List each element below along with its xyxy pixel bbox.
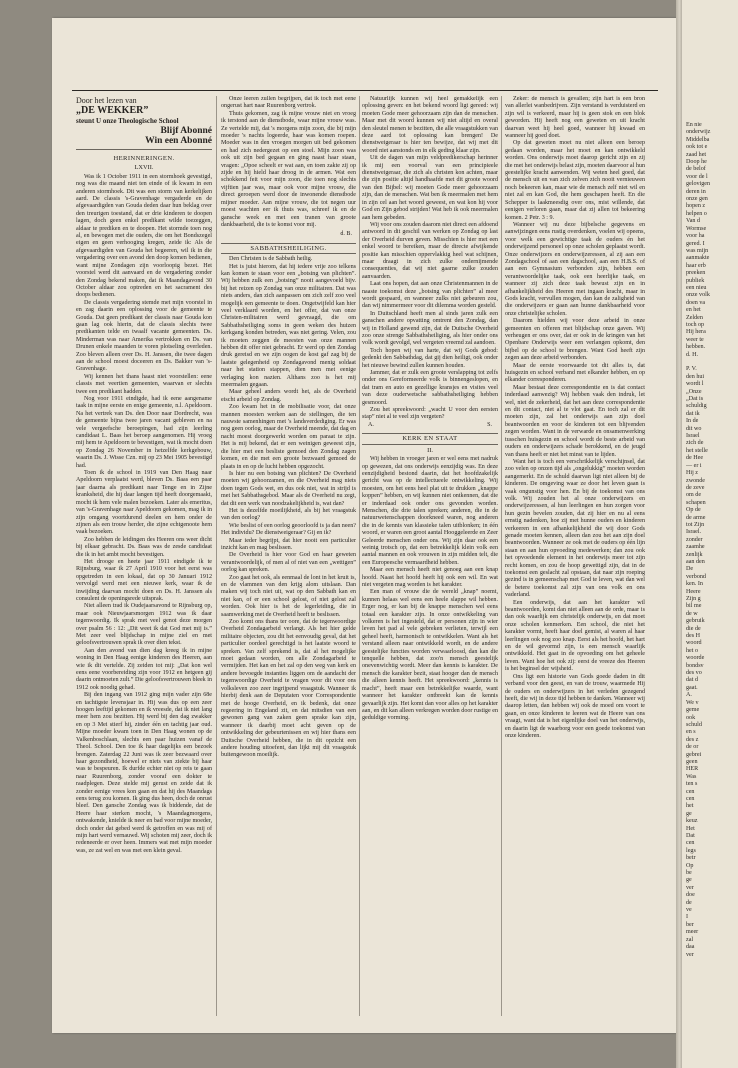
fragment-line: haar erb (686, 262, 706, 269)
fragment-line: de zeve (686, 484, 705, 491)
fragment-line: onze gen (686, 196, 708, 203)
fragment-line: Het (686, 825, 695, 832)
fragment-line: het o (686, 647, 699, 654)
column-rule (501, 96, 502, 1016)
fragment-line: de or (686, 744, 699, 751)
fragment-line: zaamhe (686, 544, 705, 551)
fragment-line: aanmakte (686, 255, 710, 262)
paragraph: Wij voor ons zouden daarom niet direct een afdoend antwoord in dit geschil van werken op Zondag op last der Overheid durven geven. Misschien is hier met een enkel woord te bereiken, maar de directe afwijkende positie kan misschien oppervlakkig heel wat schijnen, maar draagt in zich zulke ondernijmende consequenties, dat wij niet gaarne zulke zouden aanvaarden. (362, 221, 498, 280)
fragment-line: weer te (686, 336, 704, 343)
paragraph: Een onderwijs, dat aan het karakter wil beantwoorden, komt dan niet alleen aan de orde, maar is dan ook waarlijk een christelijk onderwijs, en dat moet onze scholen kenmerken. Een school, die niet het karakter vormt, heeft haar doel gemist, al waren al haar leerlingen ook nog zoo knap. Eerst als het hoofd, het hart en de wil gevormd zijn, is een mensch waarlijk ontwikkeld. Het gaat in de opvoeding om het geheele leven. Want hoe het ook zij: eerst de vreeze des Heeren is het beginsel der wijsheid. (505, 599, 645, 673)
fragment-line: ge (686, 810, 692, 817)
fragment-line: zich de (686, 440, 704, 447)
fragment-line: En nie (686, 122, 702, 128)
fragment-line: om de (686, 492, 702, 499)
fragment-line: de belof (686, 166, 706, 173)
fragment-line: cen (686, 788, 695, 795)
paragraph: Wij hebben in vroeger jaren er wel eens met nadruk op gewezen, dat ons onderwijs eenzijdig was. En deze eenzijdigheid bestond daarin, dat het hoofdzakelijk gericht was op de intellectueele ontwikkeling. Wij moesten, om het eens heel plat uit te drukken „knappe koppen” hebben, en wij kunnen niet ontkennen, dat die er inderdaad ook onder ons gevonden worden. Menschen, die drie talen spreken; anderen, die in de natuurwetenschappen doorkneed waren, nog anderen die in de kennis van klassieke talen uitblonken; in één woord, er waren een groot aantal Hooggeleerde en Zeer Geleerde menschen onder ons. Wij zijn daar ook een weinig trotsch op, dat een betrekkelijk klein volk een aantal mannen en ook vrouwen in zijn midden telt, die een Europeesche vermaardheid hebben. (362, 456, 498, 566)
fragment-line: legs (686, 847, 696, 854)
article-signature: S. (487, 421, 492, 428)
fragment-line: ook tot e (686, 144, 708, 151)
fragment-line: onderwijz (686, 129, 711, 136)
header-rule (72, 90, 658, 91)
fragment-line: Hij hera (686, 329, 706, 336)
fragment-line: ver (686, 951, 694, 958)
paragraph: Het is dezelfde moeilijkheid, als bij het vraagstuk van den oorlog? (221, 507, 356, 522)
next-page-text-fragment (686, 122, 736, 959)
article-signature: d. B. (340, 231, 352, 238)
fragment-line: hopen z (686, 203, 706, 210)
paragraph: De Overheid is hier voor God en haar geweten verantwoordelijk, of men al of niet van een „wettigen” oorlog kan spreken. (221, 552, 356, 574)
subscription-promo (76, 96, 212, 146)
fragment-line: gebruik (686, 618, 705, 625)
fragment-line: helpen o (686, 210, 707, 217)
fragment-line (686, 359, 736, 366)
fragment-line: woorde (686, 655, 705, 662)
fragment-line: Israel (686, 433, 700, 440)
fragment-line: Hij z (686, 470, 699, 477)
fragment-line: geen (686, 758, 698, 765)
fragment-line: ge (686, 877, 692, 884)
fragment-line: Op (686, 862, 694, 869)
paragraph: Maar de eerste voorwaarde tot dit alles is, dat huisgezin en school verband met elkander hebben, en op elkander corresponderen. (505, 362, 645, 384)
fragment-line: be (686, 870, 692, 877)
column-4 (505, 96, 645, 1026)
fragment-line: keuz (686, 818, 698, 825)
fragment-line: betr (686, 855, 696, 862)
fragment-line: — er i (686, 462, 702, 469)
fragment-line: Israel. (686, 529, 702, 536)
fragment-line: die de (686, 625, 701, 632)
paragraph: Laat ons hopen, dat aan onze Christenmannen in de naaste toekomst deze „botsing van plichten” al meer wordt gespaard, en wanneer zulks niet gebeuren zou, dan wij nimmermeer voor dit dilemma worden gesteld. (362, 281, 498, 310)
promo-cta: Win een Abonné (145, 136, 212, 146)
fragment-line: en het (686, 307, 701, 314)
paragraph: In Duitschland heeft men al sinds jaren zulk een ganschen andere opvatting omtrent den Zondag, dan wij in Holland gewend zijn, dat de Duitsche Overheid zoo onze strenge Sabbathsheiliging, als hier onder ons volk wordt gevolgd, wel vergeten vreemd zal aandoen. (362, 310, 498, 347)
fragment-line: voor de l (686, 173, 708, 180)
paragraph: De classis vergadering stemde met mijn voorstel in en zag daarin een oplossing voor de gemeente te Gouda. Dat geen predikant der classis naar Gouda kon gaan lag ook hierin, dat de classis slechts twee predikanten telde en twaalf vacante gemeenten. Ds. Minderman was naar Amerika vertrokken en Ds. van Drunen enkele maanden te voren plotseling overleden. Zoo bleven alleen over Ds. H. Janssen, die twee dagen aan de school moest doceeren en Ds. Bakker van 's-Gravenhage. (76, 299, 212, 373)
section-rule (76, 149, 212, 150)
paragraph: Het is juist hierom, dat hij iedere vrije zoo telkens kan komen te staan voor een „botsing van plichten”. Wij hebben zulk een „botsing” nooit aangevoeld bijv. bij het reizen op Zondag van onze militairen. Dat was niets anders, dan zich aanpassen om zich zelf zoo veel mogelijk een gemeente te doen. Ongetwijfeld kan hier veel verklaard worden, en het offer, dat van onze Christen-militairen werd gevraagd, die om Sabbathsheiliging soms in geen weken des huizen kerkgang konden betreden, was niet gering. Velen, zou ik moeten zeggen de meesten van onze mannen hebben dit offer niet gebracht. Er werd op den Zondag druk gereisd en we zijn oogen de kost gaf zag bij de laatste gelegenheid op Zondagavond menig soldaat naar het station stappen, dien men met eenige verlaging kon nazien. Althans zoo is het mij meermalen gegaan. (221, 263, 356, 389)
paragraph: Zeker: de mensch is gevallen; zijn hart is een bron van allerlei wanbedrijven. Zijn verstand is verduisterd en zijn wil is verkeerd, maar hij is geen stok en een blok geworden. Hij heeft nog een geweten en uit kracht daarvan weet hij heel goed, wanneer hij kwaad en wanneer hij goed doet. (505, 96, 645, 140)
fragment-line: ve (686, 907, 692, 914)
fragment-line: den hui (686, 373, 705, 380)
fragment-line: Doop he (686, 159, 707, 166)
fragment-line: HER (686, 766, 699, 773)
paragraph: Een man of vrouw die de wereld „knap” noemt, kunnen helaas wel eens een heele slappe wil hebben. Erger nog, er kan bij de knappe menschen wel eens totaal een karakter zijn. In onze ontwikkeling van volkeren is het ingesteld, dat er personen zijn in wier leven het pad al vele gebreken verlieten, terwijl een geheel heeft, harmonisch te ontwikkelen. Want als het verstand alleen naar ontwikkeld wordt, en de andere geestelijke functies worden verwaarloosd, dan kan die tenquelle hebben, dat zoo'n mensch geestelijk onevenwichtig wordt. Meer dan kennis is karakter. De mensch die karakter bezit, staat hooger dan de mensch die alleen kennis heeft. Het spreekwoord: „kennis is macht”, heeft maar een betrekkelijke waarde, want wanneer het karakter ontbreekt kan de kennis gevaarlijk zijn. Het komt dan voor alles op het karakter aan, en dit kan alleen verkregen worden door rustige en geduldige vorming. (362, 589, 498, 722)
fragment-line: dat d (686, 677, 699, 684)
fragment-line: hebben. (686, 344, 706, 351)
fragment-line: Op de (686, 507, 701, 514)
paragraph: Zou het spreekwoord: „wacht U voor den eersten stap” niet al te veel zijn vergeten? (362, 407, 498, 421)
article-signature-row (362, 422, 498, 429)
paragraph: Zoo kwam het in de mobilisatie voor, dat onze mannen moesten werken aan de stellingen, die ten nauwste samenhingen met 's landsverdediging. Er was nog geen oorlog, maar de Overheid meende, dat dag en nacht moest doorgewerkt worden om paraat te zijn. Het is mij bekend, dat er een weinigen geweest zijn, die hier met een besliste gemoed den Zondag zagen komen, en die met een groote bezwaard gemoed de plaats in en op de lucht hebben opgezocht. (221, 404, 356, 470)
fragment-line: Zelden (686, 314, 703, 321)
fragment-line: We v (686, 699, 699, 706)
column-rule (216, 96, 217, 1016)
paragraph: Op dat geweten moet nu niet alleen een beroep gedaan worden, maar het moet en kan ontwikkeld worden. Ons onderwijs moet daarop gericht zijn en zij die met het onderwijs belast zijn, moeten daarvoor al hun geestelijke kracht aanwenden. Wij weten heel goed, dat de mensch uit en van zich zelven zich nooit vernieuwen noch bekeeren kan, maar wie de mensch zelf niet wil en niet zal en kan God, die hem geschapen heeft. En die Schepper is laakmeesdig over ons, mist willende, dat eenigen verloren gaan, maar dat zij allen tot bekeering komen. 2 Petr. 3 : 9. (505, 140, 645, 221)
fragment-line: de w (686, 610, 698, 617)
fragment-line: bil me (686, 603, 702, 610)
fragment-line: gebrei (686, 751, 702, 758)
fragment-line: zonder (686, 536, 703, 543)
fragment-line: de Hee (686, 455, 704, 462)
paragraph: Toch hopen wij van harte, dat wij Gods gebod: gedenkt den Sabbathdag, dat gij dien heiligt, ook onder het nieuwe bewind zullen kunnen houden. (362, 347, 498, 369)
fragment-line: Zijn g (686, 596, 701, 602)
fragment-line: „Dat is (686, 396, 704, 403)
column-3 (362, 96, 498, 1026)
paragraph: Wanneer wij nu deze bijbelsche gegevens en aanwijzingen eens rustig overdenken, voelen wij opeens, voor welk een gewichtige taak de ouders én het onderwijzend personeel op onze scholen geplaatst wordt. Onze onderwijzers en onderwijzeressen, al zij aan een Zondagschool of aan een dagschool, aan een H.B.S. of aan een Gymnasium verbonden zijn, hebben een verantwoordelijke taak, ook een heerlijke taak, en wanneer zij zich deze taak bewust zijn en in afhankelijkheid des Heeren met ingaan kracht, maar in Gods kracht, vervullen mogen, dan kan de zaligheid van die onderwijzers er gaan aan hunne dankbaarheid voor onze christelijke scholen. (505, 221, 645, 317)
fragment-line: ver (686, 884, 694, 891)
paragraph: Zoo gaat het ook, als eenmaal de lont in het kruit is, en de vlammen van den krijg alom uitslaan. Dan maken wij toch niet uit, wat op den Sabbath kan en niet kan, of er een school gelost, of niet gelost zal worden. Ook hier is het de legerleiding, die in saamwerking met de Overheid heeft te beslissen. (221, 574, 356, 618)
section-title: KERK EN STAAT (362, 433, 498, 444)
fragment-line: aan den (686, 558, 705, 565)
fragment-line: geme (686, 707, 700, 714)
fragment-line: dit wo (686, 425, 702, 432)
fragment-line: het stelle (686, 447, 708, 454)
paragraph: Daarom hielden wij voor deze arbeid in onze gemeenten en offeren met blijdschap onze gaven. Wij verheugen er ons over, dat er ook in de kringen van het Openbare Onderwijs weer een verlangen opkomt, den bijbel op de school te brengen. Want God heeft zijn zegen aan deze arbeid verbonden. (505, 318, 645, 362)
paragraph: Ons ligt een historie van Gods goede daden in dit verband voor den geest, en van de trouw, waarmede Hij de ouders en onderwijzers in het verleden gezegend heeft, die wij in deze tijd hebben te danken. Wanneer wij daarop letten, dan hebben wij ook de moed om voort te gaan, en onze kinderen te leeren wat de Heere van ons vraagt, want dat is het eigenlijke doel van het onderwijs, en daarin ligt de waarborg voor een goede toekomst van onze kinderen. (505, 673, 645, 739)
fragment-line: des vo (686, 670, 702, 677)
paragraph: Was ik 1 October 1911 in een stormhoek gevestigd, nog was die maand niet ten einde of ik kwam in een anderen stormhoek. Dit was een storm van kerkelijken aard. De classis 's-Gravenhage vergaderde en de afgevaardigden van Gouda deden daar hun beklag over den treurigen toestand, dat er drie kinderen te doopen lagen, doch geen enkel predikant wilde toezeggen, aldaar te prediken en te doopen. Het stormde toen nog al, en bewogen met die ouders, die om het Bondszegel eigen en geen verhooging kregen, zeide ik: Als de afgevaardigden van Gouda het begeeren, wil ik in die vergadering over een avond den doop komen bedienen, want mijne Zondagen zijn voorloopig bezet. Het voorstel werd dit aanvaard en de vergadering zonder den Zondag bekend maken, dat ik Maandagavond 30 October aldaar zou optreden en het sacrament des doops bedienen. (76, 173, 212, 299)
fragment-line: zaad het (686, 151, 707, 158)
paragraph: Maar een mensch heeft niet genoeg aan een knap hoofd. Naast het hoofd heeft hij ook een wil. En wat niet vergeten mag worden is het karakter. (362, 567, 498, 588)
fragment-line: A. (686, 692, 692, 699)
fragment-line: een nieu (686, 284, 707, 291)
fragment-line: zenlijk (686, 551, 703, 558)
paragraph: Maar ieder begrijpt, dat hier nooit een particulier inzicht kan en mag beslissen. (221, 537, 356, 551)
fragment-line: preeken (686, 270, 706, 277)
fragment-line: bondsv (686, 662, 704, 669)
promo-line: Door het lezen van (76, 96, 137, 105)
article-signature: A. (368, 421, 374, 428)
paragraph: Zoo komt ons thans ter oore, dat de tegenwoordige Overheid Zondagarbeid verlangt. Als het hier gelde militaire objecten, zou dit het eenvoudig geval, dat het particulier oordeel gerechtigd is het laatste woord te spreken. Van zelf sprekend is, dat al het mogelijke moet gedaan worden, om alle Zondagarbeid te vermijden. Het kan en het zal op den weg van kerk en andere bevoegde instanties liggen om de aandacht der tegenwoordige Overheid te vragen voor dit voor ons volksleven zoo zeer ingrijpend vraagstuk. Wanneer ik hierbij denk aan de Deputaten voor Correspondentie met de hooge Overheid, en ik bedenk, dat onze regeering in Engeland zit, en dat mitsdien van een gewonen gang van zaken geen sprake kan zijn, wanneer ik daarbij moet acht geven op de ontwikkeling der gebeurtenissen en wij hier thans een Duitsche Overheid hebben, die in dit opzicht een andere houding uitoefent, dan lijkt mij dit vraagstuk buitengewoon moeilijk. (221, 619, 356, 759)
fragment-line: P. V. (686, 366, 697, 373)
fragment-line: Middelba (686, 136, 710, 143)
fragment-line: schuldig (686, 403, 707, 410)
column-rule (359, 96, 360, 1016)
section-title: SABBATHSHEILIGING. (221, 243, 356, 254)
fragment-line: cen (686, 795, 695, 802)
fragment-line: het (686, 803, 694, 810)
fragment-line: des z (686, 736, 699, 743)
paragraph: Nog voor 1911 eindigde, had ik eene aangename taak in mijne eerste en enige gemeente, n.l. Apeldoorn. Na het vertrek van Ds. den Door naar Dordrecht, was de gemeente bijna twee jaren vacant gebleven en na vele vergeefsche beroepingen, had zijn leerling candidaat L. Baas het beroep aangenomen. Hij vroeg mij hem te Apeldoorn te bevestigen, wat ik mocht doen op Zondag 26 November in hetzelfde kerkgebouw, waarin Ds. J. Wisse Czn. mij op 23 Mei 1905 bevestigd had. (76, 396, 212, 469)
paragraph: Zoo hebben de leidingen des Heeren ons weer dicht bij elkaar gebracht. Ds. Baas was de zesde candidaat die ik in het ambt mocht bevestigen. (76, 536, 212, 558)
fragment-line: doen va (686, 299, 706, 306)
fragment-line: wordt l (686, 381, 704, 388)
fragment-line: onze volk (686, 292, 710, 299)
paragraph: Wie beslist of een oorlog geoorloofd is ja dan neen? Het individu? De dienstweigeraar? Gij en ik? (221, 522, 356, 537)
fragment-line: gelovigen (686, 181, 711, 188)
fragment-line: Wormse (686, 225, 707, 232)
fragment-line: „Onze (686, 388, 702, 395)
fragment-line: ook (686, 714, 696, 721)
paragraph: Het drooge en heete jaar 1911 eindigde ik te Rijnsburg, waar ik 27 April 1910 voor het eerst was opgetreden in een lokaal, dat op 30 Januari 1912 vervolgd werd met een nieuwe kerk, waar ik de inwijding daarvan mocht doen en Ds. H. Janssen als consulent de openingsrede uitsprak. (76, 558, 212, 602)
fragment-line: zwonde (686, 477, 705, 484)
paragraph: Den Christen is de Sabbath heilig. (229, 256, 313, 263)
fragment-line: tot Zijn (686, 521, 705, 528)
paragraph: Maar bestaat deze correspondentie en is dat contact inderdaad aanwezig? Wij hebben vaak den indruk, let wel, niet de zekerheid, dat het aan deze correspondentie en dit contact, niet al te vlot gaat. En toch zal er dit moeten zijn, zal het onderwijs aan zijn doel beantwoorden en voor de kinderen tot een blijvenden zegen worden. Want in de verwarde en onsamenwerking tusschen huisgezin en school wordt de beste arbeid van ouders en onderwijzers schade berokkend, en de jeugd van thans heeft er niet het minst van te lijden. (505, 384, 645, 458)
fragment-line: en s (686, 729, 696, 736)
fragment-line: deren in (686, 188, 706, 195)
fragment-line: gaat. (686, 684, 698, 691)
paragraph: Toen ik de school in 1919 van Den Haag naar Apeldoorn verplaatst werd, bleven Ds. Baas een paar jaar daarna als predikant naar Tenge en in Zijne kranksheid, die hij daar langen tijd heeft doorgemaakt, mocht ik hem vele malen bezoeken. Later als emeritus, van 's-Gravenhage naar Apeldoorn gekomen, mag ik in zijn omgang voortdurend deelen en hem onder de zijnen als een trouw herder, die zijne echtgenoote hem vaak bezoeken. (76, 470, 212, 536)
fragment-line: des H (686, 633, 701, 640)
paragraph: Natuurlijk kunnen wij heel gemakkelijk een oplossing geven: en het bekend woord ligt gereed: wij moeten Gode meer gehoorzaam zijn dan de menschen. Maar met dit woord kunnen wij niet altijd en overal den sleutel menen te bezitten, die alle vraagstukken van deze aard tot oplossing kan brengen! De dienstweigeraar is hier ten bewijze, dat wij met dit woord niet aanstonds en in elk geding klaar zijn. (362, 96, 498, 154)
paragraph: Want het is toch een verschrikkelijk verschijnsel, dat zoo velen op onzen tijd als „ongelukkig” moeten worden aangemerkt. En de schuld daarvan ligt niet alleen bij de kinderen. De omgeving waar ze door het leven gaan is vaak ongunstig voor hen. En bij de toekomst van ons volk. Wij zouden het al onze onderwijzers en onderwijzeressen, al hun leerlingen en hun zorgen voor hun gezin bevelen zouden, dat zij hier en nu al eens ernstig nadenken, hoe zij met hunne ouders en kinderen verkeeren in een afhankelijkheid die wij door Gods genade moeten kennen, alleen dan zou het aan zijn doel beantwoorden. Wanneer ze ook met de ouders op één lijn staan en aan hun opvoeding medewerken; dan zou ook het opvoedende element in het onderwijs meer tot zijn recht komen, en zou de hoop gewettigd zijn, dat in de toekomst een geslacht zal opstaan, dat naar zijn roeping gezind is in gemeenschap met God te leven, wat dan wel de betere toekomst zal zijn van ons volk en ons vaderland. (505, 458, 645, 599)
fragment-line: zal (686, 936, 694, 943)
section-number: LXVII. (134, 164, 154, 172)
paragraph: Is hier nu een botsing van plichten? De Overheid moeten wij gehoorzamen, en die Overheid mag niets doen tegen Gods wet, en dus ook niet, wat in strijd is met het Sabbathsgebod. Maar als de Overheid nu zegt, dat dit een werk van noodzakelijkheid is, wat dan? (221, 470, 356, 507)
fragment-line: was mijn (686, 247, 709, 254)
fragment-line: cen (686, 840, 695, 847)
promo-paper-name: „DE WEKKER” (76, 105, 149, 116)
fragment-line: De (686, 566, 694, 573)
fragment-line: I (686, 914, 689, 921)
fragment-line: doe (686, 892, 695, 899)
fragment-line: voor ha (686, 233, 705, 240)
fragment-line: d. H. (686, 351, 699, 358)
paragraph: Wij kennen het thans haast niet voorstellen: eene classis met veertien gemeenten, waarvan er slechts twee een predikant hadden. (76, 373, 212, 395)
fragment-line: de (686, 899, 692, 906)
fragment-line: publiek (686, 277, 705, 284)
paragraph: Bij den ingang van 1912 ging mijn vader zijn 68e en tachtigste levensjaar in. Hij was dus op een zeer hoogen leeftijd gekomen en ik vreesde, dat ik niet lang meer hem zou bezitten. Hij werd bij den dag zwakker en op 3 Mei stierf hij, zinder één en tachtig jaar oud. Mijne moeder kwam toen in Den Haag wonen op de Valkenboschlaan, slechts een paar huizen vanaf de Theol. School. Den toe ik haar dagelijks een bezoek brengen. Zaterdag 22 Juni was ik zeer bezwaard over haar gezondheid, hoewel er niets van ziekte bij haar was te bespeuren. Ik durfde echter niet op reis te gaan naar Ruurenborg, zonder vooraf een dokter te raadplegen. Deze stelde mij gerust en zeide dat ik zonder eenige vrees kon gaan en dat hij des Maandags eens terug zou komen. Ik ging dus heen, doch de onrust bleef. Den gansche Zondag was ik biddende, dat de Heere haar sterken mocht, 's Maandagmorgens, ontwakende, knielde ik neer en bad voor mijne moeder, doch onder dat gebed werd ik getroffen en was mij of mijn hart werd vernauwd. Wij schoten mij zeer, doch ik redeneerde er over heen. Immers wat met mijn moeder was, ze zat wel en was met een klein geval. (76, 692, 212, 854)
fragment-line: Heere (686, 588, 701, 595)
paragraph: Niet alleen trad ik Oudejaarsavond te Rijnsburg op, maar ook Nieuwjaarsmorgen 1912 was ik daar tegenwoordig. Ik sprak met veel genot deze morgen over psalm 56 : 12: „Dit weet ik dat God met mij is.” Met zeer veel blijdschap in mijne ziel en met geloofsvertrouwen sprak ik over dien tekst. (76, 603, 212, 647)
column-1 (76, 96, 212, 1026)
section-number: II. (427, 446, 433, 454)
fragment-line: ken. In (686, 581, 703, 588)
fragment-line: Was (686, 773, 697, 780)
fragment-line: schuld (686, 721, 702, 728)
fragment-line: verbond (686, 573, 706, 580)
fragment-line: Dat (686, 833, 695, 839)
fragment-line: meer (686, 929, 699, 936)
fragment-line: dat ik (686, 410, 700, 417)
promo-cta: Blijf Abonné (160, 126, 212, 136)
paragraph: Aan den avond van dien dag kreeg ik in mijne woning in Den Haag eenige kinderen des Heeren, aan wie ik dit vertelde. Zij zeiden tot mij: „Dat kon wel eens eene voorbereiding zijn voor 1912 en hetgeen gij daarin ontmoeten zult.” Die geloofsvertrouwen bleek in 1912 ook noodig gehad. (76, 647, 212, 691)
fragment-line: ten s (686, 781, 698, 788)
fragment-line: In de (686, 418, 699, 425)
fragment-line: gered. I (686, 240, 705, 247)
fragment-line: de arme (686, 514, 706, 521)
paragraph: Jammer, dat er zulk een groote verslapping tot zelfs onder ons Gereformeerde volk is binnengeslopen, en dat tram en auto en gezellige kransjes en visites veel van deze ouderwetsche sabbathsheiliging hebben gesmoord. (362, 370, 498, 406)
section-title: HERINNERINGEN. (113, 155, 175, 162)
paragraph: Maar geheel anders wordt het, als de Overheid eischt arbeid op Zondag. (221, 389, 356, 403)
column-2 (221, 96, 356, 1026)
paragraph: Onze leeren zullen begrijpen, dat ik toch met eene ongerust hart naar Ruurenborg vertrok. (221, 96, 356, 110)
fragment-line: woord (686, 640, 702, 647)
paragraph: Thuis gekomen, zag ik mijne vrouw niet en vroeg ik terstond aan de dienstbode, waar mijne vrouw was. Ze vertelde mij, dat 's morgens mijn zoon, die bij mijn moeder 's nachts logeerde, haar was komen roepen. Moeder was in den vroegen morgen uit bed gekomen en had zich nedergezet op een stoel. Mijn zoon was ook uit zijn bed gegaan en ging naast haar staan, vragen: „Opoe scheelt er wat aan, en toen zakte zij op zijde en hij hield haar droog in de armen. Wat een schokkend feit voor mijn zoon, die toen nog slechts vijftien jaar was, maar ook voor mijne vrouw, die direct geroepen werd door de inwonende dienstbode mijner moeder. Aan mijne vrouw, die tot negen uur moest wachten eer ik thuis was, schreef ik en de gansche week en met een tranen van groote dankbaarheid, die is te komst voor mij. (221, 110, 356, 228)
fragment-line: ber (686, 921, 694, 928)
promo-line: steunt U onze Theologische School (76, 117, 179, 125)
fragment-line: daa (686, 944, 695, 951)
fragment-line: schapen (686, 499, 706, 506)
fragment-line: toch op (686, 321, 705, 328)
paragraph: Uit de dagen van mijn veldpredikerschap herinner ik mij een voorval van een principieele dienstweigeraar, die zich als christen kon achten, maar die zijn positie altijd handhaafde met dit groote woord van den Bijbel: wij moeten Gode meer gehoorzaam zijn, dan de menschen. Wat ben ik meermalen met hem in zijn cel aan het woord geweest, en wat kon hij voor God en Zijn gebod strijden! Wat heb ik ook meermalen aan hem gebeden. (362, 155, 498, 221)
fragment-line: Van d (686, 218, 701, 225)
